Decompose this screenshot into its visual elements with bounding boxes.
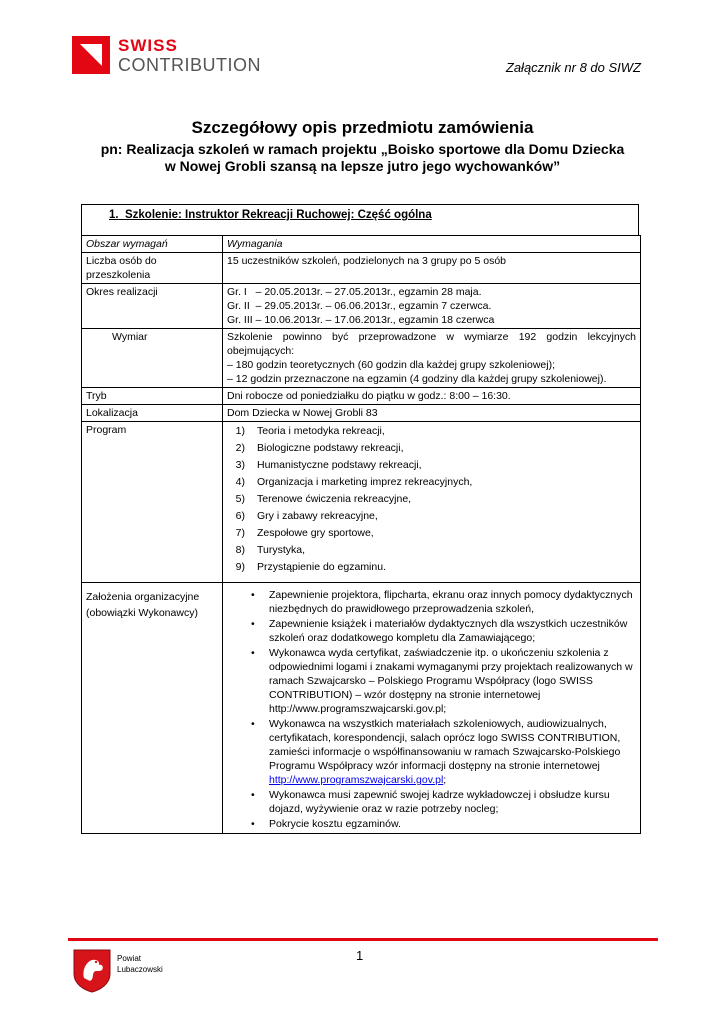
scope-line-1: – 180 godzin teoretycznych (60 godzin dla każdej grupy szkoleniowej); [227,359,556,371]
swiss-contribution-logo [72,36,261,74]
participants-label: Liczba osób do przeszkolenia [82,253,223,284]
county-line-1: Powiat [117,954,142,963]
list-item [227,457,636,474]
list-item [227,559,636,576]
section-title-text: Szkolenie: Instruktor Rekreacji Ruchowej: Część ogólna [124,209,432,221]
organization-item-text: Wykonawca wyda certyfikat, zaświadczenie itp. o ukończeniu szkolenia z odpowiednimi logami i znakami wymaganymi przy projektach realizowanych w ramach Szwajcarsko – Polskiego Programu Współpracy (logo SWISS CONTRIBUTION) – wzór dostępny na stronie internetowej http://www.programszwajcarski.gov.pl; [269,647,633,715]
program-item-number: 8) [235,544,245,556]
program-item-number: 3) [235,459,245,471]
header-area: Obszar wymagań [82,236,223,253]
table-row [82,388,641,405]
title-block [60,118,665,175]
document-subtitle [60,141,665,175]
location-value: Dom Dziecka w Nowej Grobli 83 [223,405,641,422]
program-item-text: Humanistyczne podstawy rekreacji, [257,459,422,471]
organization-item-text: Zapewnienie książek i materiałów dydaktycznych dla wszystkich uczestników szkoleń oraz dodatkowego kompletu dla Zamawiającego; [269,618,628,644]
list-item [227,542,636,559]
organization-item-text: Zapewnienie projektora, flipcharta, ekranu oraz innych pomocy dydaktycznych niezbędnych do prawidłowego przeprowadzenia szkoleń, [269,589,633,615]
coat-of-arms-icon [72,948,112,994]
list-item [227,508,636,525]
organization-value [223,583,641,834]
bullet-icon: • [251,818,255,830]
program-item-text: Teoria i metodyka rekreacji, [257,425,385,437]
program-item-number: 4) [235,476,245,488]
program-item-number: 6) [235,510,245,522]
section-number: 1. [109,209,119,221]
logo-line-swiss: SWISS [118,35,178,55]
organization-item-end: ; [443,774,447,786]
list-item [227,474,636,491]
program-item-number: 7) [235,527,245,539]
section-heading-box [81,204,639,235]
mode-label: Tryb [82,388,223,405]
section-title [109,209,432,221]
bullet-icon: • [251,647,255,659]
scope-value [223,329,641,388]
header-requirements: Wymagania [223,236,641,253]
program-website-link[interactable]: http://www.programszwajcarski.gov.pl [269,774,444,786]
table-row [82,253,641,284]
period-value [223,284,641,329]
period-group-1: Gr. I – 20.05.2013r. – 27.05.2013r., egzamin 28 maja. [227,286,482,298]
table-row [82,284,641,329]
program-list [227,423,636,576]
subtitle-line-2: w Nowej Grobli szansą na lepsze jutro jego wychowanków” [164,158,561,174]
program-item-text: Turystyka, [257,544,306,556]
program-item-number: 9) [235,561,245,573]
period-group-3: Gr. III – 10.06.2013r. – 17.06.2013r., egzamin 18 czerwca [227,314,495,326]
page-number: 1 [356,948,364,963]
list-item [227,717,636,787]
scope-intro: Szkolenie powinno być przeprowadzone w wymiarze 192 godzin lekcyjnych obejmujących: [227,331,636,357]
organization-item-text: Wykonawca na wszystkich materiałach szkoleniowych, audiowizualnych, certyfikatach, korespondencji, salach oprócz logo SWISS CONTRIBUTION, zamieści informacje o współfinansowaniu w ramach Szwajcarsko-Polskiego Programu Współpracy wzór informacji dostępny na stronie internetowej [269,718,621,772]
program-label: Program [82,422,223,583]
scope-label: Wymiar [82,329,223,388]
table-row [82,329,641,388]
list-item [227,525,636,542]
program-item-text: Biologiczne podstawy rekreacji, [257,442,404,454]
bullet-icon: • [251,618,255,630]
program-value [223,422,641,583]
county-line-2: Lubaczowski [117,965,163,974]
program-item-number: 1) [235,425,245,437]
document-title: Szczegółowy opis przedmiotu zamówienia [191,118,534,137]
scope-line-2: – 12 godzin przeznaczone na egzamin (4 godziny dla każdej grupy szkoleniowej). [227,373,607,385]
requirements-table [81,235,641,834]
bullet-icon: • [251,718,255,730]
bullet-icon: • [251,589,255,601]
program-item-number: 2) [235,442,245,454]
list-item [227,588,636,616]
program-item-text: Organizacja i marketing imprez rekreacyjnych, [257,476,473,488]
logo-line-contribution: CONTRIBUTION [118,54,261,75]
table-header-row [82,236,641,253]
mode-value: Dni robocze od poniedziałku do piątku w godz.: 8:00 – 16:30. [223,388,641,405]
annex-label: Załącznik nr 8 do SIWZ [505,60,641,75]
program-item-text: Przystąpienie do egzaminu. [257,561,386,573]
organization-label: Założenia organizacyjne (obowiązki Wykonawcy) [82,583,223,834]
program-item-text: Terenowe ćwiczenia rekreacyjne, [257,493,412,505]
period-label: Okres realizacji [82,284,223,329]
list-item [227,817,636,831]
list-item [227,423,636,440]
program-item-text: Zespołowe gry sportowe, [257,527,374,539]
bullet-icon: • [251,789,255,801]
swiss-logo-icon [72,36,110,74]
footer-divider [68,938,658,941]
organization-item-text: Pokrycie kosztu egzaminów. [269,818,401,830]
program-item-text: Gry i zabawy rekreacyjne, [257,510,378,522]
county-name [117,953,163,975]
list-item [227,646,636,716]
subtitle-line-1: pn: Realizacja szkoleń w ramach projektu „Boisko sportowe dla Domu Dziecka [100,141,625,157]
table-row [82,422,641,583]
table-row [82,583,641,834]
period-group-2: Gr. II – 29.05.2013r. – 06.06.2013r., egzamin 7 czerwca. [227,300,492,312]
list-item [227,788,636,816]
list-item [227,617,636,645]
organization-item-text: Wykonawca musi zapewnić swojej kadrze wykładowczej i obsłudze kursu dojazd, wyżywienie oraz w razie potrzeby nocleg; [269,789,610,815]
list-item [227,440,636,457]
list-item [227,491,636,508]
table-row [82,405,641,422]
location-label: Lokalizacja [82,405,223,422]
program-item-number: 5) [235,493,245,505]
organization-list [227,588,636,831]
participants-value: 15 uczestników szkoleń, podzielonych na 3 grupy po 5 osób [223,253,641,284]
